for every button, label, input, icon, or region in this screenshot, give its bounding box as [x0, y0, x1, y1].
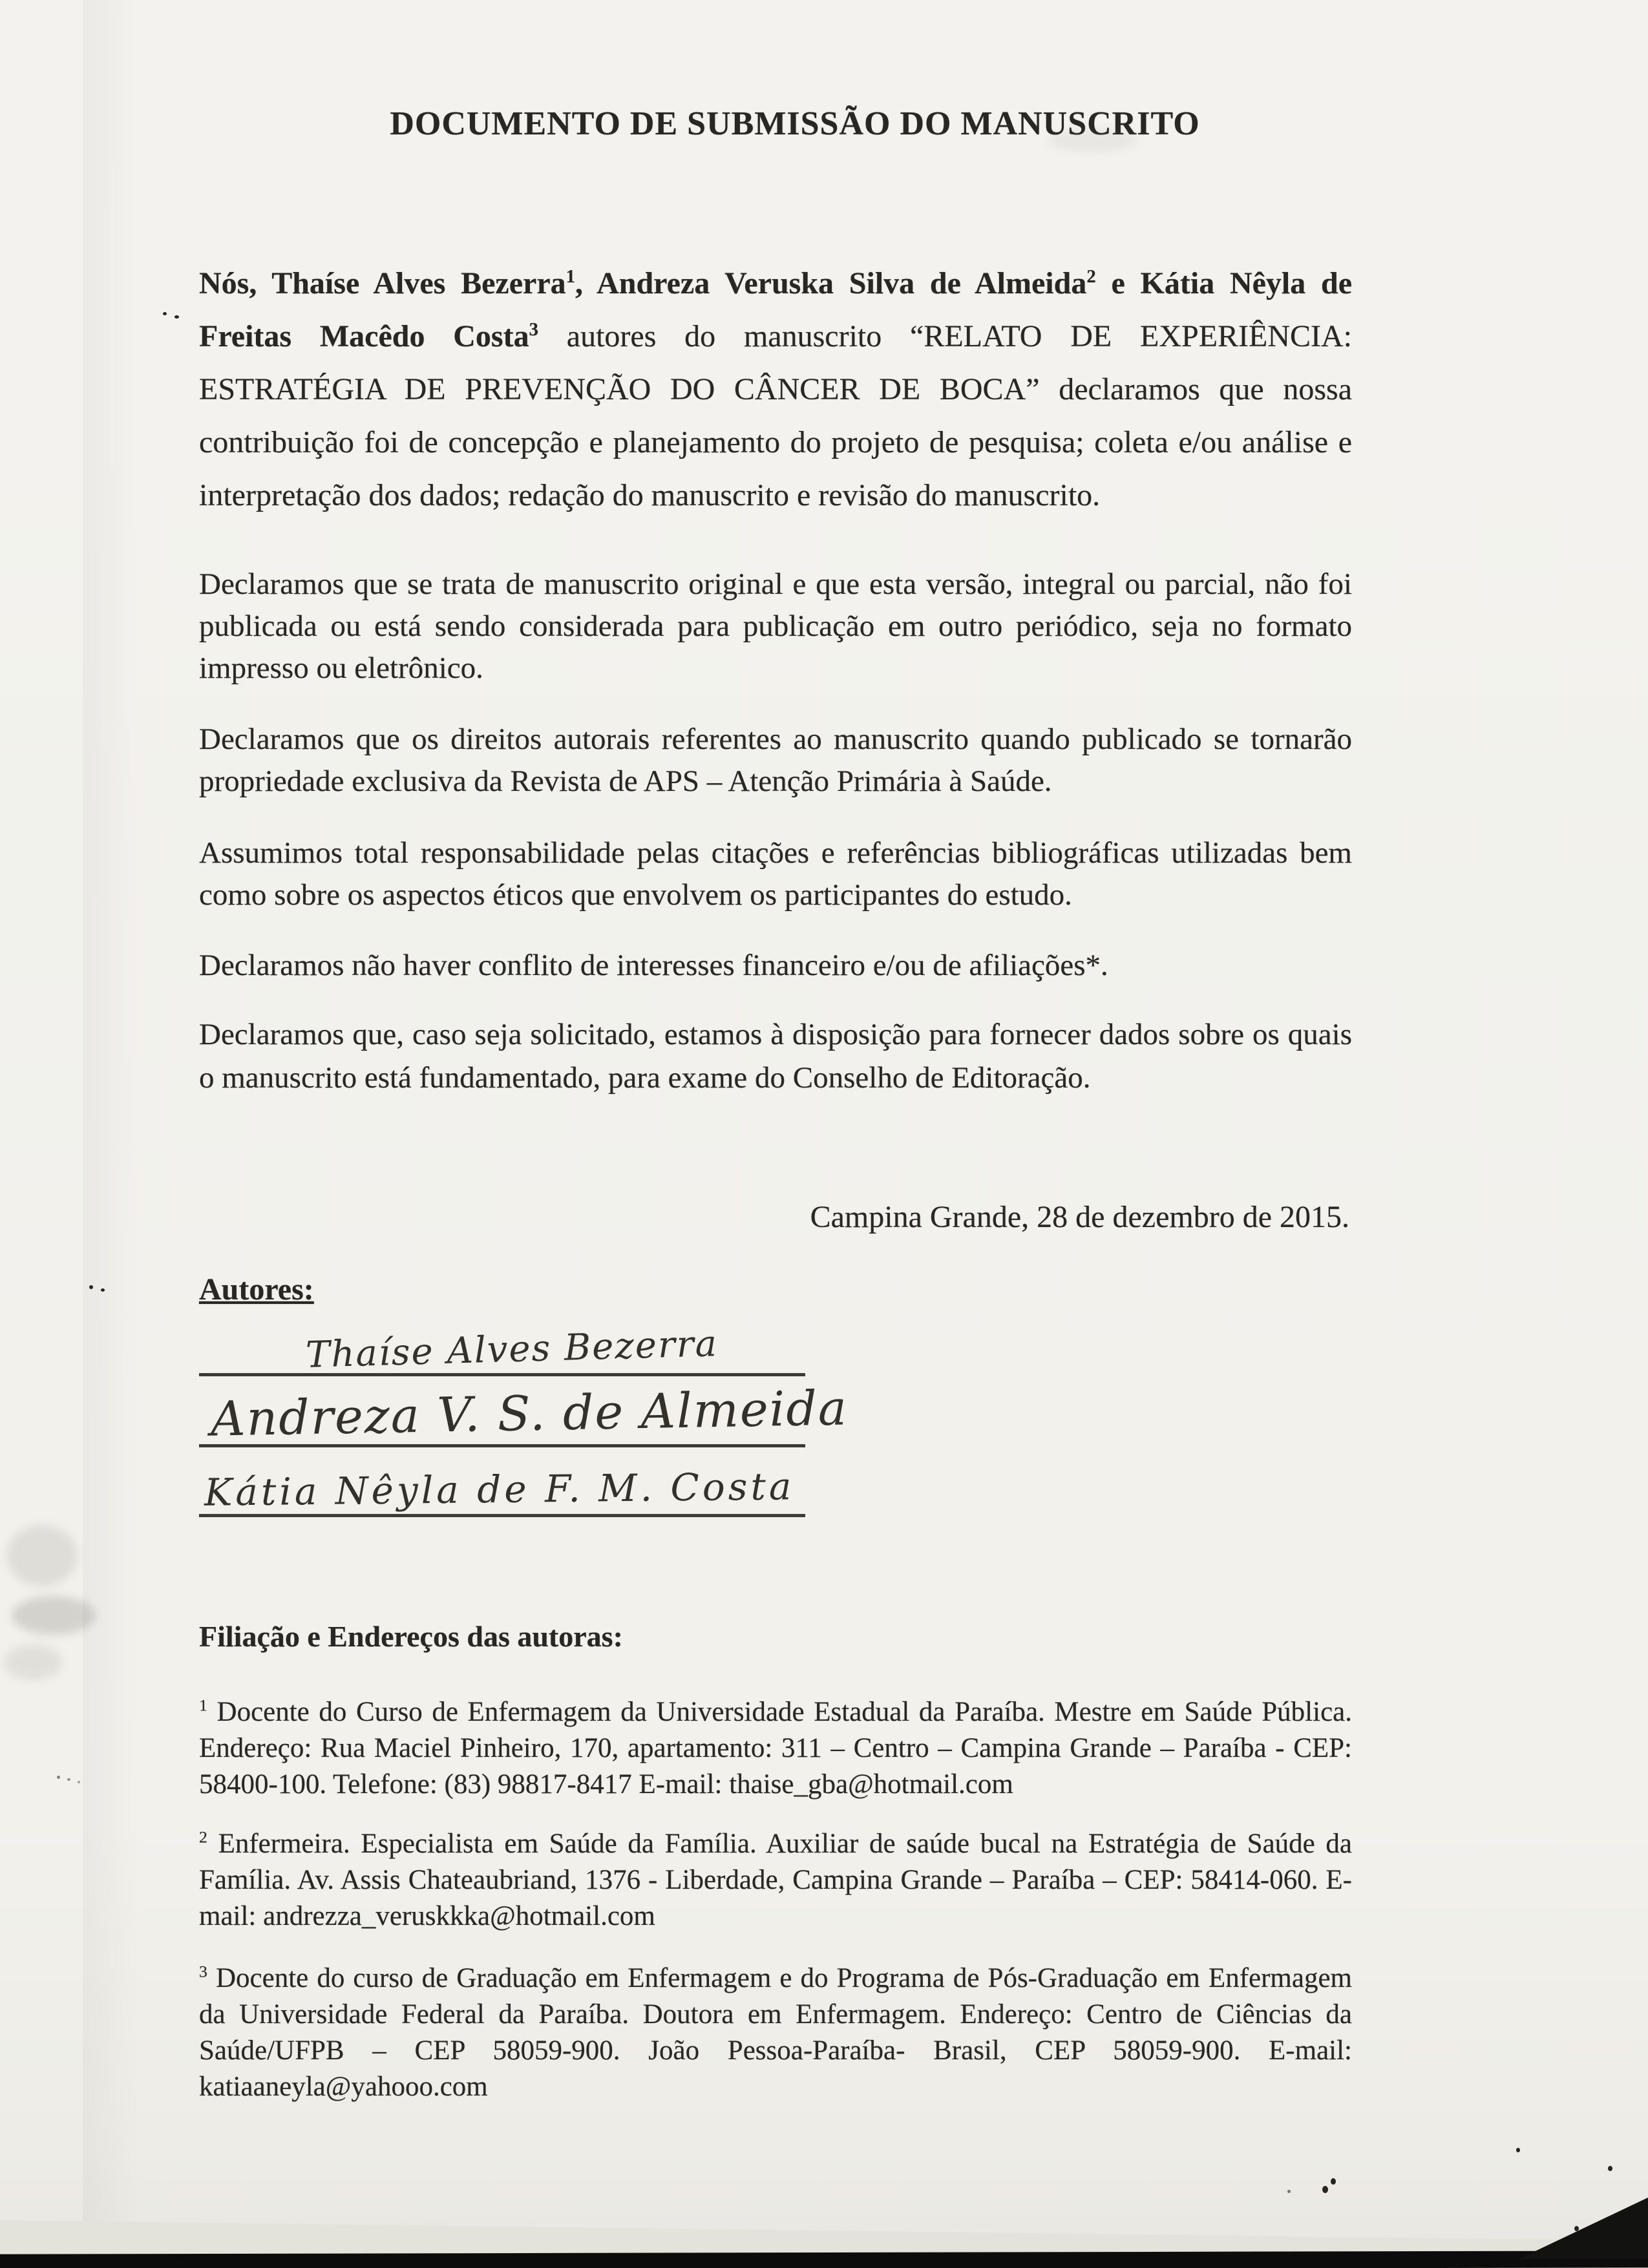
ink-speck	[78, 1781, 80, 1783]
scan-smudge	[12, 1596, 96, 1635]
ink-speck	[89, 1285, 93, 1289]
affiliations-heading: Filiação e Endereços das autoras:	[199, 1620, 623, 1653]
ink-speck	[1287, 2190, 1291, 2193]
document-title: DOCUMENTO DE SUBMISSÃO DO MANUSCRITO	[390, 105, 1200, 142]
scanner-corner-shadow	[1519, 2198, 1648, 2259]
declaration-data-availability: Declaramos que, caso seja solicitado, estamos à disposição para fornecer dados sobre os quais o manuscrito está fundamentado, para exame do Conselho de Editoração.	[199, 1018, 1352, 1095]
author-2-superscript: 2	[1086, 266, 1096, 287]
declaration-responsibility: Assumimos total responsabilidade pelas citações e referências bibliográficas utilizadas bem como sobre os aspectos éticos que envolvem os participantes do estudo.	[199, 836, 1352, 912]
author-1-superscript: 1	[565, 266, 576, 287]
ink-speck	[174, 315, 179, 319]
declaration-conflict-of-interest: Declaramos não haver conflito de interesses financeiro e/ou de afiliações*.	[199, 949, 1108, 982]
signature-line-2	[199, 1375, 849, 1447]
signature-handwriting-1: Thaíse Alves Bezerra	[305, 1323, 719, 1376]
paper-fold-shading	[83, 0, 141, 2268]
ink-speck	[1608, 2166, 1612, 2171]
footnote-affiliation-1	[199, 1694, 1352, 1803]
footnote-3-text: Docente do curso de Graduação em Enfermagem e do Programa de Pós-Graduação em Enfermagem da Universidade Federal da Paraíba. Doutora em Enfermagem. Endereço: Centro de Ciências da Saúde/UFPB – CEP 58059-900. João Pessoa-Paraíba- Brasil, CEP 58059-900. E-mail: katiaaneyla@yahooo.com	[199, 1963, 1352, 2102]
intro-body-text: autores do manuscrito “RELATO DE EXPERIÊNCIA: ESTRATÉGIA DE PREVENÇÃO DO CÂNCER DE BOCA” declaramos que nossa contribuição foi de concepção e planejamento do projeto de pesquisa; coleta e/ou análise e interpretação dos dados; redação do manuscrito e revisão do manuscrito.	[199, 319, 1352, 512]
footnote-2-marker: 2	[199, 1827, 207, 1847]
authors-label: Autores:	[199, 1272, 314, 1307]
ink-speck	[57, 1776, 60, 1779]
declaration-copyright: Declaramos que os direitos autorais referentes ao manuscrito quando publicado se tornarão propriedade exclusiva da Revista de APS – Atenção Primária à Saúde.	[199, 722, 1352, 798]
author-name-1: Nós, Thaíse Alves Bezerra	[199, 266, 566, 300]
scan-smudge	[1047, 129, 1137, 152]
signature-handwriting-2: Andreza V. S. de Almeida	[210, 1380, 849, 1447]
author-name-2: , Andreza Veruska Silva de Almeida	[575, 266, 1087, 300]
ink-speck	[1322, 2186, 1328, 2193]
footnote-affiliation-3	[199, 1960, 1352, 2105]
signature-handwriting-3: Kátia Nêyla de F. M. Costa	[204, 1464, 795, 1515]
footnote-3-marker: 3	[199, 1962, 207, 1981]
scanner-bottom-edge	[0, 2251, 1648, 2268]
author-3-superscript: 3	[529, 319, 538, 340]
paper-bottom-edge-shading	[0, 2202, 1648, 2254]
place-date-line: Campina Grande, 28 de dezembro de 2015.	[810, 1200, 1349, 1234]
declaration-originality: Declaramos que se trata de manuscrito original e que esta versão, integral ou parcial, não foi publicada ou está sendo considerada para publicação em outro periódico, seja no formato impresso ou eletrônico.	[199, 567, 1352, 685]
footnote-1-marker: 1	[199, 1696, 207, 1715]
scan-smudge	[4, 1644, 62, 1680]
footnote-1-text: Docente do Curso de Enfermagem da Universidade Estadual da Paraíba. Mestre em Saúde Pública. Endereço: Rua Maciel Pinheiro, 170, apartamento: 311 – Centro – Campina Grande – Paraíba - CEP: 58400-100. Telefone: (83) 98817-8417 E-mail: thaise_gba@hotmail.com	[199, 1697, 1352, 1800]
ink-speck	[163, 312, 167, 315]
author-name-3: e Kátia Nêyla de Freitas Macêdo Costa	[199, 266, 1353, 353]
intro-paragraph	[199, 257, 1352, 522]
ink-speck	[1331, 2178, 1336, 2185]
footnote-affiliation-2	[199, 1826, 1352, 1935]
ink-speck	[101, 1288, 105, 1292]
ink-speck	[67, 1778, 70, 1781]
signature-line-3	[199, 1447, 805, 1517]
signature-line-1	[199, 1305, 805, 1376]
scan-smudge	[6, 1525, 78, 1586]
ink-speck	[1516, 2148, 1520, 2152]
ink-speck	[1574, 2226, 1579, 2231]
footnote-2-text: Enfermeira. Especialista em Saúde da Família. Auxiliar de saúde bucal na Estratégia de Saúde da Família. Av. Assis Chateaubriand, 1376 - Liberdade, Campina Grande – Paraíba – CEP: 58414-060. E-mail: andrezza_veruskkka@hotmail.com	[199, 1829, 1352, 1931]
